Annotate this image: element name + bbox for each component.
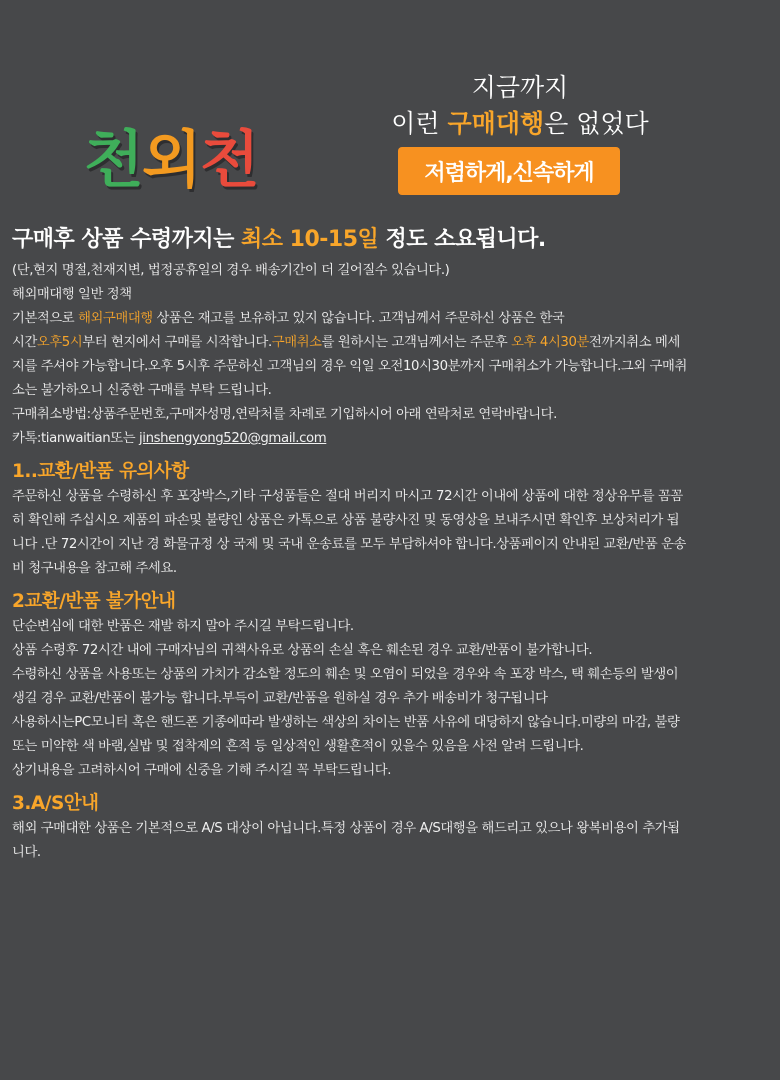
policy-title: 해외매대행 일반 정책	[12, 287, 132, 302]
section-line: 해외 구매대한 상품은 기본적으로 A/S 대상이 아닙니다.특정 상품이 경우 A/S대행을 해드리고 있으나 왕복비용이 추가됩	[12, 821, 680, 836]
brand-logo	[84, 110, 258, 199]
section-line: 상기내용을 고려하시어 구매에 신중을 기해 주시길 꼭 부탁드립니다.	[12, 763, 392, 778]
section-line: 주문하신 상품을 수령하신 후 포장박스,기타 구성품들은 절대 버리지 마시고 72시간 이내에 상품에 대한 정상유무를 꼼꼼	[12, 489, 683, 504]
headline-line1: 지금까지	[471, 73, 569, 102]
contact-email-link[interactable]: jinshengyong520@gmail.com	[138, 431, 327, 446]
policy-text: 부터 현지에서 구매를 시작합니다.	[82, 335, 272, 350]
cancel-method: 구매취소방법:상품주문번호,구매자성명,연락처를 차례로 기입하시어 아래 연락처로 연락바랍니다.	[12, 407, 557, 422]
logo-char: 천	[84, 123, 142, 196]
section-line: 사용하시는PC모니터 혹은 핸드폰 기종에따라 발생하는 색상의 차이는 반품 사유에 대당하지 않습니다.미량의 마감, 불량	[12, 715, 680, 730]
policy-line: 소는 불가하오니 신중한 구매를 부탁 드립니다.	[12, 383, 272, 398]
policy-text: 전까지취소 메세	[588, 335, 680, 350]
kakao-contact	[12, 427, 770, 451]
section-line: 또는 미약한 색 바램,실밥 및 접착제의 흔적 등 일상적인 생활흔적이 있을수 있음을 사전 알려 드립니다.	[12, 739, 584, 754]
headline-highlight: 구매대행	[447, 109, 545, 138]
policy-text: 시간	[12, 335, 37, 350]
policy-highlight: 오후5시	[36, 335, 83, 350]
policy-highlight: 오후 4시30분	[511, 335, 589, 350]
section-line: 히 확인해 주십시오 제품의 파손및 불량인 상품은 카톡으로 상품 불량사진 및 동영상을 보내주시면 확인후 보상처리가 됩	[12, 513, 680, 528]
notice-content	[12, 222, 770, 865]
delivery-note: (단,현지 명절,천재지변, 법정공휴일의 경우 배송기간이 더 길어질수 있습니다.)	[12, 263, 450, 278]
headline-line2-pre: 이런	[391, 109, 448, 138]
section-line: 상품 수령후 72시간 내에 구매자님의 귀책사유로 상품의 손실 혹은 훼손된 경우 교환/반품이 불가합니다.	[12, 643, 593, 658]
delivery-time-heading	[12, 222, 770, 253]
section-line: 수령하신 상품을 사용또는 상품의 가치가 감소할 정도의 훼손 및 오염이 되었을 경우와 속 포장 박스, 택 훼손등의 발생이	[12, 667, 679, 682]
headline-line2-post: 은 없었다	[544, 109, 649, 138]
section-line: 생길 경우 교환/반품이 불가능 합니다.부득이 교환/반품을 원하실 경우 추가 배송비가 청구됩니다	[12, 691, 548, 706]
section-line: 니다.	[12, 845, 41, 860]
delivery-heading-highlight: 최소 10-15일	[241, 227, 379, 252]
delivery-heading-pre: 구매후 상품 수령까지는	[12, 227, 241, 252]
policy-highlight: 구매취소	[271, 335, 322, 350]
section-line: 단순변심에 대한 반품은 재발 하지 말아 주시길 부탁드립니다.	[12, 619, 354, 634]
policy-line	[12, 331, 770, 355]
logo-char: 외	[141, 123, 200, 196]
policy-highlight: 해외구매대행	[78, 311, 153, 326]
headline	[330, 70, 710, 142]
section-as-title: 3.A/S안내	[12, 793, 99, 814]
section-exchange-title: 1..교환/반품 유의사항	[12, 461, 189, 482]
policy-line	[12, 307, 770, 331]
policy-line: 지를 주셔야 가능합니다.오후 5시후 주문하신 고객님의 경우 익일 오전10시30분까지 구매취소가 가능합니다.그외 구매취	[12, 359, 687, 374]
slogan-badge: 저렴하게,신속하게	[398, 147, 620, 195]
delivery-heading-post: 정도 소요됩니다.	[378, 227, 546, 252]
policy-text: 를 원하시는 고객님께서는 주문후	[321, 335, 512, 350]
logo-char: 천	[199, 123, 258, 196]
section-line: 비 청구내용을 참고해 주세요.	[12, 561, 177, 576]
headline-line2	[330, 106, 710, 142]
policy-text: 상품은 재고를 보유하고 있지 않습니다. 고객님께서 주문하신 상품은 한국	[152, 311, 565, 326]
section-line: 니다 .단 72시간이 지난 경 화물규정 상 국제 및 국내 운송료를 모두 부담하셔야 합니다.상품페이지 안내된 교환/반품 운송	[12, 537, 686, 552]
policy-text: 기본적으로	[12, 311, 79, 326]
kakao-label: 카톡:tianwaitian또는	[12, 431, 139, 446]
section-no-return-title: 2교환/반품 불가안내	[12, 591, 176, 612]
